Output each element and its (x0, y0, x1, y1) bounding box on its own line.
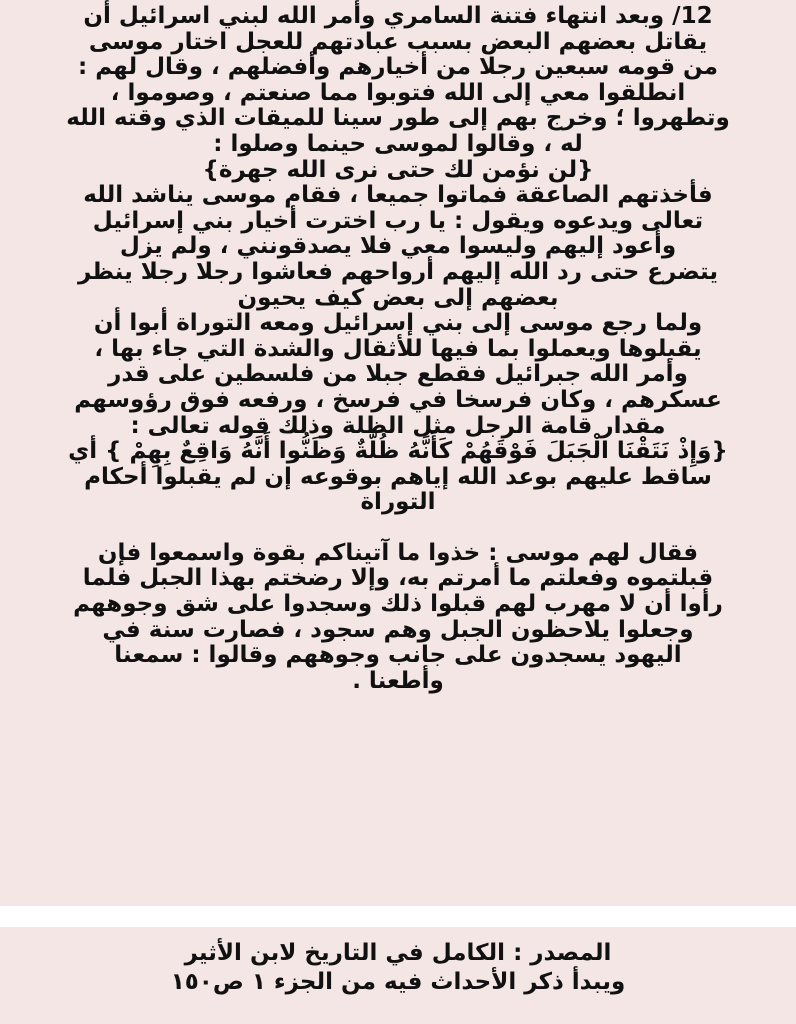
source-line-2: ويبدأ ذكر الأحداث فيه من الجزء ١ ص١٥٠ (170, 969, 626, 995)
source-line-1: المصدر : الكامل في التاريخ لابن الأثير (184, 940, 612, 966)
paragraph-2: ولما رجع موسى إلى بني إسرائيل ومعه التوراة أبوا أن يقبلوها ويعملوا بما فيها للأثقال والشدة التي جاء بها ، وأمر الله جبرائيل فقطع جبلا من فلسطين على قدر عسكرهم ، وكان فرسخا في فرسخ ، ورفعه فوق رؤوسهم مقدار قامة الرجل مثل الظلة وذلك قوله تعالى : {وَإِذْ نَتَقْنَا الْجَبَلَ فَوْقَهُمْ كَأَنَّهُ ظُلَّةٌ وَظَنُّوا أَنَّهُ وَاقِعٌ بِهِمْ } أي ساقط عليهم بوعد الله إياهم بوقوعه إن لم يقبلوا أحكام التوراة (68, 310, 728, 516)
source-panel (0, 927, 796, 1024)
paragraph-3: فقال لهم موسى : خذوا ما آتيناكم بقوة واسمعوا فإن قبلتموه وفعلتم ما أمرتم به، وإلا رضختم بهذا الجبل فلما رأوا أن لا مهرب لهم قبلوا ذلك وسجدوا على شق وجوههم وجعلوا يلاحظون الجبل وهم سجود ، فصارت سنة في اليهود يسجدون على جانب وجوههم وقالوا : سمعنا وأطعنا . (73, 539, 723, 694)
paragraph-gap (14, 516, 782, 541)
paragraph-1: 12/ وبعد انتهاء فتنة السامري وأمر الله لبني اسرائيل أن يقاتل بعضهم البعض بسبب عبادتهم للعجل اختار موسى من قومه سبعين رجلا من أخيارهم وأفضلهم ، وقال لهم : انطلقوا معي إلى الله فتوبوا مما صنعتم ، وصوموا ، وتطهروا ؛ وخرج بهم إلى طور سينا للميقات الذي وقته الله له ، وقالوا لموسى حينما وصلوا : {لن نؤمن لك حتى نرى الله جهرة} فأخذتهم الصاعقة فماتوا جميعا ، فقام موسى يناشد الله تعالى ويدعوه ويقول : يا رب اخترت أخيار بني إسرائيل وأعود إليهم وليسوا معي فلا يصدقونني ، ولم يزل يتضرع حتى رد الله إليهم أرواحهم فعاشوا رجلا رجلا ينظر بعضهم إلى بعض كيف يحيون (66, 3, 730, 311)
